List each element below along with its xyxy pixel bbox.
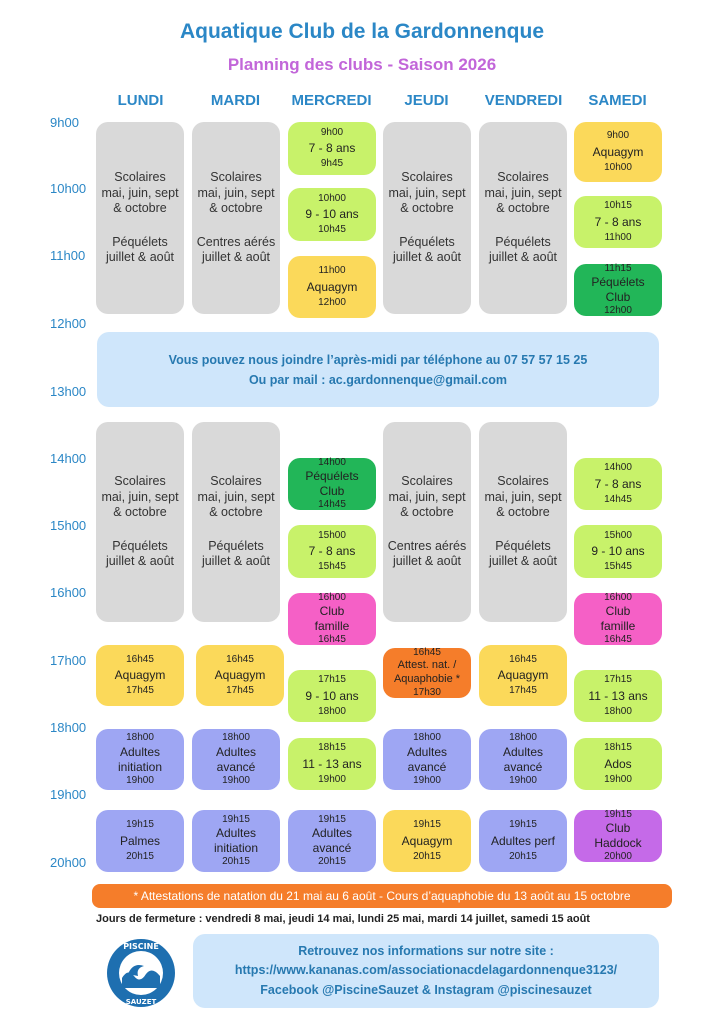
slot-start: 18h00 xyxy=(126,732,154,743)
block-text: juillet & août xyxy=(201,554,271,569)
time-label: 11h00 xyxy=(50,248,86,263)
attestation-note: * Attestations de natation du 21 mai au 6 août - Cours d’aquaphobie du 13 août au 15 octobre xyxy=(92,884,672,908)
slot-end: 15h45 xyxy=(604,561,632,572)
day-header-jeudi: JEUDI xyxy=(404,92,449,109)
block-text: mai, juin, sept xyxy=(101,185,179,200)
slot-samedi-9h00 xyxy=(574,122,662,182)
block-text: Péquélets xyxy=(112,538,168,553)
slot-lundi-16h45 xyxy=(96,645,184,706)
slot-mercredi-10h00 xyxy=(288,188,376,241)
slot-end: 17h30 xyxy=(413,686,441,698)
time-label: 10h00 xyxy=(50,181,87,196)
block-text: & octobre xyxy=(113,505,167,520)
closing-days: Jours de fermeture : vendredi 8 mai, jeudi 14 mai, lundi 25 mai, mardi 14 juillet, samedi 15 août xyxy=(96,913,590,925)
slot-start: 9h00 xyxy=(606,130,630,141)
slot-label: Aquagym xyxy=(497,668,549,682)
slot-end: 20h15 xyxy=(222,856,250,867)
slot-mercredi-11h00 xyxy=(288,256,376,318)
block-text: juillet & août xyxy=(201,250,271,265)
morning-block-jeudi xyxy=(383,122,471,314)
afternoon-block-vendredi xyxy=(479,422,567,622)
block-text: & octobre xyxy=(209,201,263,216)
slot-end: 17h45 xyxy=(226,685,254,696)
slot-start: 16h45 xyxy=(509,653,537,665)
slot-label: Aquagym xyxy=(214,668,266,682)
block-text: Centres aérés xyxy=(387,538,467,553)
slot-start: 15h00 xyxy=(318,529,346,541)
block-text: juillet & août xyxy=(488,250,558,265)
slot-start: 18h00 xyxy=(509,732,537,743)
block-text: juillet & août xyxy=(488,554,558,569)
block-text: mai, juin, sept xyxy=(197,185,275,200)
block-text: Scolaires xyxy=(114,169,166,184)
slot-label: 9 - 10 ans xyxy=(305,688,359,703)
block-text: mai, juin, sept xyxy=(388,489,466,504)
slot-samedi-18h15 xyxy=(574,738,662,790)
block-text: mai, juin, sept xyxy=(484,185,562,200)
slot-label: Adultes xyxy=(406,744,448,759)
slot-mercredi-15h00 xyxy=(288,525,376,578)
slot-label: Adultes xyxy=(215,826,257,840)
slot-label: 9 - 10 ans xyxy=(305,207,359,221)
block-text: & octobre xyxy=(113,201,167,216)
day-header-samedi: SAMEDI xyxy=(588,92,647,109)
slot-jeudi-19h15 xyxy=(383,810,471,872)
piscine-sauzet-logo xyxy=(106,938,176,1008)
slot-start: 10h00 xyxy=(318,192,346,204)
slot-label: Péquélets xyxy=(591,275,645,289)
block-text: mai, juin, sept xyxy=(101,489,179,504)
slot-end: 19h00 xyxy=(604,773,632,785)
slot-label: Club xyxy=(605,604,631,618)
slot-label: avancé xyxy=(503,759,543,774)
slot-label: 7 - 8 ans xyxy=(594,476,642,491)
slot-start: 16h45 xyxy=(413,646,441,658)
time-label: 19h00 xyxy=(50,787,87,802)
slot-mercredi-17h15 xyxy=(288,670,376,722)
slot-mardi-18h00 xyxy=(192,729,280,790)
slot-end: 19h00 xyxy=(413,774,441,786)
slot-label: Adultes xyxy=(119,744,161,759)
contact-banner xyxy=(97,332,659,407)
slot-end: 12h00 xyxy=(604,305,632,316)
block-text: juillet & août xyxy=(392,554,462,569)
day-header-lundi: LUNDI xyxy=(117,92,164,109)
slot-start: 18h15 xyxy=(604,742,632,753)
slot-samedi-14h00 xyxy=(574,458,662,510)
block-text: juillet & août xyxy=(105,250,175,265)
slot-start: 18h00 xyxy=(222,732,250,743)
block-text: & octobre xyxy=(209,505,263,520)
block-text: Péquélets xyxy=(112,234,168,249)
slot-mercredi-14h00 xyxy=(288,458,376,510)
slot-start: 10h15 xyxy=(604,200,632,211)
block-text: Péquélets xyxy=(495,538,551,553)
afternoon-block-mardi xyxy=(192,422,280,622)
slot-label: Club xyxy=(605,821,631,835)
slot-start: 16h00 xyxy=(604,591,632,603)
slot-start: 16h45 xyxy=(126,653,154,665)
slot-label: Aquaphobie * xyxy=(393,673,461,685)
slot-end: 19h00 xyxy=(509,774,537,786)
slot-end: 10h00 xyxy=(604,161,632,173)
slot-start: 17h15 xyxy=(318,674,346,685)
slot-end: 20h15 xyxy=(509,850,537,862)
logo-text-bottom: SAUZET xyxy=(125,998,157,1006)
slot-lundi-18h00 xyxy=(96,729,184,790)
block-text: mai, juin, sept xyxy=(197,489,275,504)
slot-start: 19h15 xyxy=(413,819,441,830)
slot-lundi-19h15 xyxy=(96,810,184,872)
page-subtitle: Planning des clubs - Saison 2026 xyxy=(227,55,497,74)
block-text: Scolaires xyxy=(401,169,453,184)
slot-end: 20h00 xyxy=(604,851,632,862)
slot-label: Adultes perf xyxy=(490,833,556,848)
slot-end: 20h15 xyxy=(413,850,441,862)
slot-start: 15h00 xyxy=(604,529,632,541)
slot-label: 11 - 13 ans xyxy=(588,688,648,703)
slot-label: Palmes xyxy=(119,833,160,848)
slot-label: Club xyxy=(319,604,345,618)
time-label: 13h00 xyxy=(50,384,87,399)
slot-end: 16h45 xyxy=(318,634,346,645)
block-text: & octobre xyxy=(496,201,550,216)
slot-end: 9h45 xyxy=(320,158,344,169)
slot-end: 15h45 xyxy=(318,561,346,572)
slot-label: famille xyxy=(600,619,636,633)
slot-start: 11h15 xyxy=(604,262,632,274)
day-header-mercredi: MERCREDI xyxy=(291,92,372,109)
slot-mardi-19h15 xyxy=(192,810,280,872)
block-text: & octobre xyxy=(496,505,550,520)
time-label: 16h00 xyxy=(50,585,87,600)
page-title: Aquatique Club de la Gardonnenque xyxy=(179,20,544,43)
slot-label: Péquélets xyxy=(305,469,359,483)
block-text: Péquélets xyxy=(208,538,264,553)
block-text: Scolaires xyxy=(210,169,262,184)
slot-label: 11 - 13 ans xyxy=(302,756,362,771)
morning-block-mardi xyxy=(192,122,280,314)
block-text: Scolaires xyxy=(401,473,453,488)
slot-end: 18h00 xyxy=(318,705,346,717)
slot-start: 14h00 xyxy=(318,456,346,468)
block-text: & octobre xyxy=(400,505,454,520)
logo-text-top: PISCINE xyxy=(123,942,159,951)
time-label: 14h00 xyxy=(50,451,87,466)
slot-start: 18h15 xyxy=(318,742,346,753)
slot-label: Club xyxy=(605,290,631,304)
slot-vendredi-19h15 xyxy=(479,810,567,872)
slot-label: initiation xyxy=(117,759,163,774)
day-header-vendredi: VENDREDI xyxy=(484,92,563,109)
slot-label: Attest. nat. / xyxy=(397,659,457,672)
slot-end: 17h45 xyxy=(126,685,154,696)
slot-label: Adultes xyxy=(311,826,353,840)
slot-label: 7 - 8 ans xyxy=(308,141,356,155)
slot-samedi-15h00 xyxy=(574,525,662,578)
slot-label: Adultes xyxy=(502,744,544,759)
slot-label: 7 - 8 ans xyxy=(594,214,642,229)
slot-label: initiation xyxy=(213,841,259,855)
slot-jeudi-18h00 xyxy=(383,729,471,790)
slot-start: 19h15 xyxy=(604,808,632,820)
slot-end: 14h45 xyxy=(604,493,632,505)
slot-mardi-16h45 xyxy=(196,645,284,706)
slot-samedi-19h15 xyxy=(574,810,662,862)
block-text: Scolaires xyxy=(210,473,262,488)
slot-end: 19h00 xyxy=(126,774,154,786)
slot-label: Aquagym xyxy=(592,144,644,159)
slot-jeudi-16h45 xyxy=(383,648,471,698)
block-text: Péquélets xyxy=(399,234,455,249)
slot-end: 19h00 xyxy=(318,773,346,785)
time-label: 15h00 xyxy=(50,518,87,533)
day-header-mardi: MARDI xyxy=(210,92,261,109)
slot-end: 14h45 xyxy=(318,499,346,510)
slot-start: 18h00 xyxy=(413,732,441,743)
slot-end: 10h45 xyxy=(318,224,346,235)
block-text: Scolaires xyxy=(497,473,549,488)
slot-start: 16h00 xyxy=(318,591,346,603)
slot-end: 17h45 xyxy=(509,685,537,696)
slot-end: 11h00 xyxy=(604,231,632,243)
slot-label: Aquagym xyxy=(114,668,166,682)
slot-label: famille xyxy=(314,619,350,633)
slot-label: 7 - 8 ans xyxy=(308,544,356,558)
block-text: & octobre xyxy=(400,201,454,216)
info-banner xyxy=(193,934,659,1008)
time-label: 18h00 xyxy=(50,720,87,735)
block-text: Scolaires xyxy=(114,473,166,488)
slot-label: Adultes xyxy=(215,744,257,759)
morning-block-lundi xyxy=(96,122,184,314)
slot-end: 12h00 xyxy=(318,296,346,308)
slot-end: 20h15 xyxy=(318,856,346,867)
afternoon-block-lundi xyxy=(96,422,184,622)
afternoon-block-jeudi xyxy=(383,422,471,622)
slot-label: Club xyxy=(319,484,345,498)
slot-start: 16h45 xyxy=(226,653,254,665)
time-label: 17h00 xyxy=(50,653,87,668)
slot-samedi-16h00 xyxy=(574,593,662,645)
contact-email[interactable]: Ou par mail : ac.gardonnenque@gmail.com xyxy=(248,372,508,387)
slot-label: Aquagym xyxy=(306,279,358,294)
block-text: mai, juin, sept xyxy=(484,489,562,504)
time-label: 9h00 xyxy=(50,115,79,130)
block-text: juillet & août xyxy=(105,554,175,569)
slot-mercredi-18h15 xyxy=(288,738,376,790)
time-label: 12h00 xyxy=(50,316,87,331)
slot-mercredi-19h15 xyxy=(288,810,376,872)
website-link[interactable]: https://www.kananas.com/associationacdelagardonnenque3123/ xyxy=(234,963,618,978)
slot-start: 19h15 xyxy=(222,813,250,825)
slot-mercredi-16h00 xyxy=(288,593,376,645)
slot-vendredi-18h00 xyxy=(479,729,567,790)
block-text: mai, juin, sept xyxy=(388,185,466,200)
slot-label: avancé xyxy=(312,841,352,855)
slot-vendredi-16h45 xyxy=(479,645,567,706)
slot-end: 16h45 xyxy=(604,634,632,645)
slot-end: 20h15 xyxy=(126,850,154,862)
slot-label: Haddock xyxy=(594,836,642,850)
block-text: Scolaires xyxy=(497,169,549,184)
block-text: juillet & août xyxy=(392,250,462,265)
slot-label: 9 - 10 ans xyxy=(591,544,645,558)
slot-mercredi-9h00 xyxy=(288,122,376,175)
slot-label: avancé xyxy=(407,759,447,774)
slot-label: Ados xyxy=(604,756,632,771)
info-heading: Retrouvez nos informations sur notre site : xyxy=(298,943,554,958)
slot-start: 19h15 xyxy=(509,819,537,830)
block-text: Péquélets xyxy=(495,234,551,249)
time-label: 20h00 xyxy=(50,855,87,870)
morning-block-vendredi xyxy=(479,122,567,314)
slot-label: avancé xyxy=(216,759,256,774)
slot-samedi-10h15 xyxy=(574,196,662,248)
block-text: Centres aérés xyxy=(196,234,276,249)
contact-phone: Vous pouvez nous joindre l’après-midi par téléphone au 07 57 57 15 25 xyxy=(168,352,588,367)
slot-start: 14h00 xyxy=(604,462,632,473)
slot-end: 19h00 xyxy=(222,774,250,786)
slot-label: Aquagym xyxy=(401,833,453,848)
slot-start: 17h15 xyxy=(604,674,632,685)
slot-start: 9h00 xyxy=(320,126,344,138)
slot-start: 19h15 xyxy=(126,819,154,830)
slot-end: 18h00 xyxy=(604,705,632,717)
slot-start: 11h00 xyxy=(318,265,346,276)
social-links[interactable]: Facebook @PiscineSauzet & Instagram @piscinesauzet xyxy=(260,982,592,997)
slot-samedi-11h15 xyxy=(574,264,662,316)
slot-samedi-17h15 xyxy=(574,670,662,722)
slot-start: 19h15 xyxy=(318,813,346,825)
